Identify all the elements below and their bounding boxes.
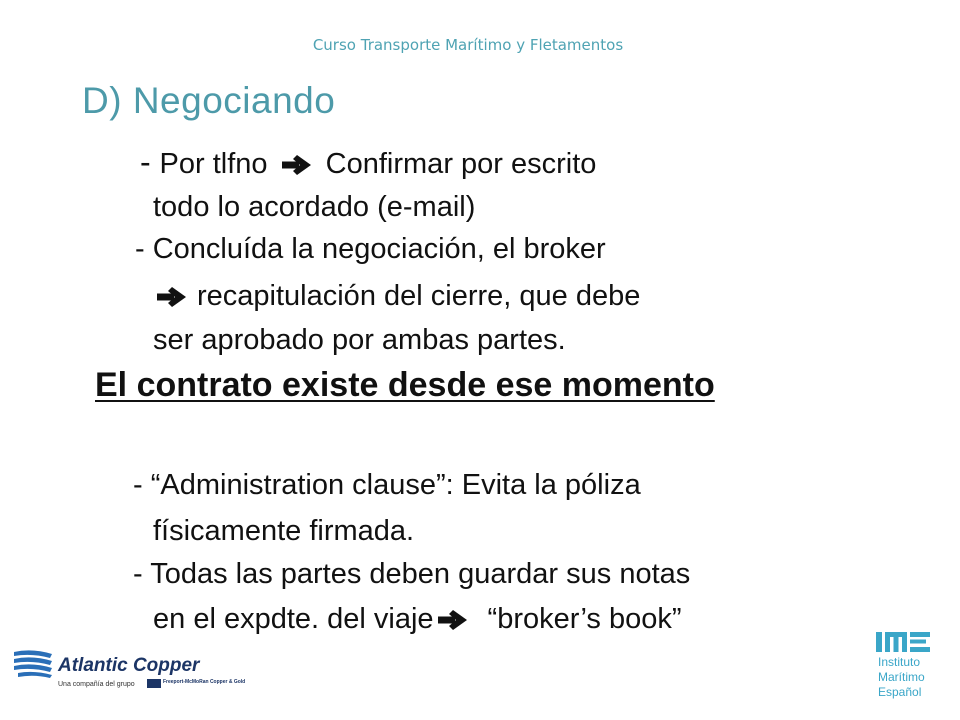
brokers-book-text: “broker’s book” [487, 603, 682, 635]
dash: - [140, 144, 160, 180]
ime-line-1: Instituto [878, 655, 921, 669]
course-header: Curso Transporte Marítimo y Fletamentos [312, 36, 624, 54]
bullet-line-7: físicamente firmada. [153, 515, 415, 547]
bullet-line-2: todo lo acordado (e-mail) [153, 191, 476, 223]
right-arrow-icon [155, 285, 189, 309]
phone-text: Por tlfno [159, 148, 268, 180]
bullet-line-8: - Todas las partes deben guardar sus notas [133, 558, 691, 590]
bullet-line-3: - Concluída la negociación, el broker [135, 233, 606, 265]
ime-line-3: Español [878, 685, 922, 699]
ime-line-2: Marítimo [878, 670, 925, 684]
bullet-line-9 [153, 605, 681, 634]
confirm-text: Confirmar por escrito [325, 148, 597, 180]
right-arrow-icon [280, 153, 314, 177]
bullet-line-4 [155, 282, 640, 311]
emphasis-statement: El contrato existe desde ese momento [95, 366, 715, 404]
expdte-text: en el expdte. del viaje [153, 603, 434, 635]
recap-text: recapitulación del cierre, que debe [197, 280, 641, 312]
atlantic-copper-logo [12, 646, 246, 694]
right-arrow-icon [436, 608, 470, 632]
bullet-line-5: ser aprobado por ambas partes. [153, 324, 566, 356]
ime-logo [872, 630, 942, 702]
bullet-line-1 [140, 146, 596, 179]
bullet-line-6: - “Administration clause”: Evita la póliza [133, 469, 641, 501]
slide-title: D) Negociando [82, 80, 336, 121]
freeport-wordmark: Freeport-McMoRan Copper & Gold [163, 679, 246, 685]
atlantic-copper-wordmark: Atlantic Copper [58, 655, 200, 676]
atlantic-tagline: Una compañía del grupo [58, 681, 135, 688]
